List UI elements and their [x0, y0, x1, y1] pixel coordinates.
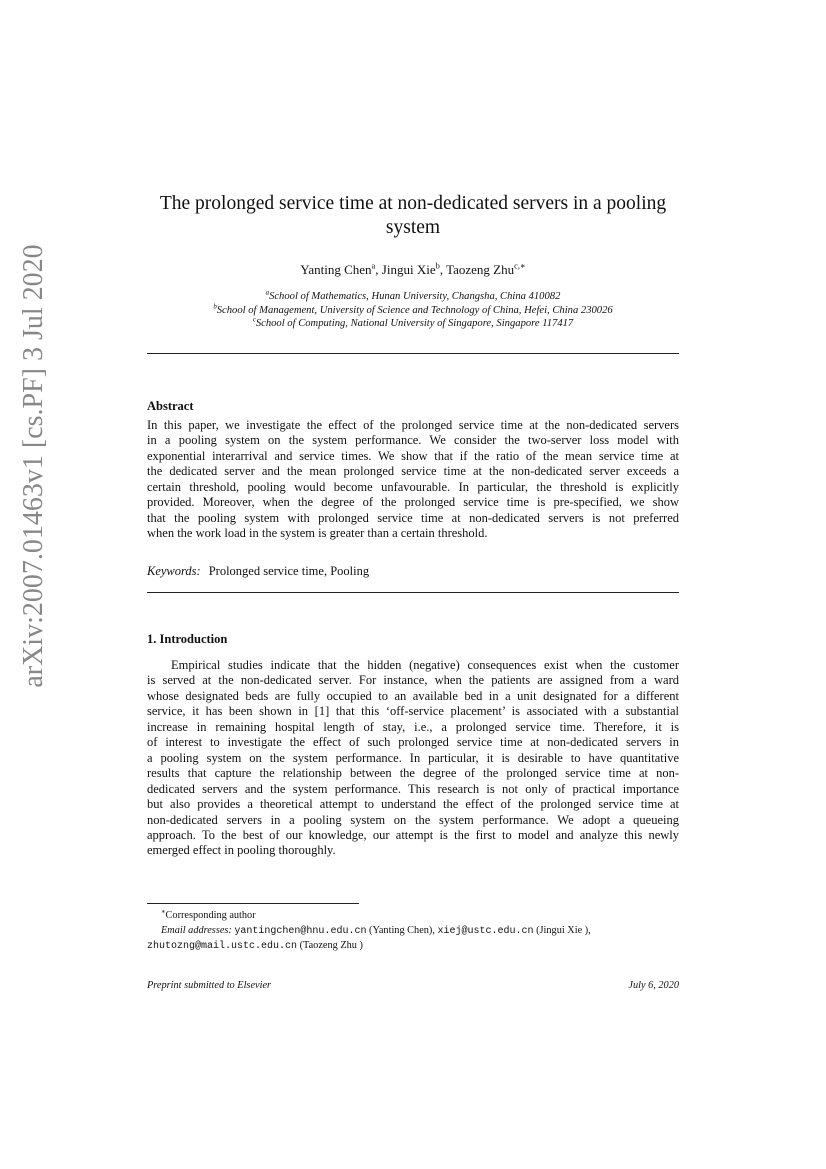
- abstract-heading: Abstract: [147, 399, 194, 413]
- text-line: that the pooling system with prolonged service time at non-dedicated servers is not preferred: [147, 510, 679, 525]
- email-link[interactable]: zhutozng@mail.ustc.edu.cn: [147, 941, 298, 952]
- section-heading-introduction: 1. Introduction: [147, 632, 228, 646]
- author-sup: b: [435, 260, 440, 271]
- author-name: Jingui Xie: [381, 262, 436, 277]
- keywords-value: Prolonged service time, Pooling: [208, 564, 370, 578]
- author-name: Taozeng Zhu: [446, 262, 515, 277]
- arxiv-sidebar-stamp: arXiv:2007.01463v1 [cs.PF] 3 Jul 2020: [18, 244, 49, 688]
- text-line: but also provides a theoretical attempt to understand the effect of the prolonged service time at: [147, 797, 679, 812]
- text-line: the dedicated server and the mean prolonged service time at the non-dedicated server exceeds a: [147, 464, 679, 479]
- text-line: Empirical studies indicate that the hidden (negative) consequences exist when the customer: [171, 658, 679, 672]
- footnote: ∗Corresponding author Email addresses: yantingchen@hnu.edu.cn (Yanting Chen), xiej@ustc.edu.cn (Jingui Xie ), zhutozng@mail.ustc.edu.cn (Taozeng Zhu ): [147, 908, 591, 952]
- text-line: results that capture the relationship between the degree of the prolonged service time at non-: [147, 766, 679, 781]
- text-line: approach. To the best of our knowledge, our attempt is the first to model and analyze this newly: [147, 827, 679, 842]
- paper-title: [120, 192, 706, 240]
- text-line: certain threshold, pooling would become unfavourable. In particular, the threshold is explicitly: [147, 479, 679, 494]
- title-line: system: [385, 217, 441, 238]
- text-line: dedicated servers and the system performance. This research is not only of practical importance: [147, 781, 679, 796]
- affiliation: $^a$School of Mathematics, Hunan University, Changsha, China 410082: [265, 289, 561, 302]
- author-name: Yanting Chen: [300, 262, 372, 277]
- text-line: non-dedicated servers in a pooling system on the system performance. We adopt a queueing: [147, 812, 679, 827]
- text-line: whose designated beds are fully occupied to an available bed in a unit designated for a different: [147, 688, 679, 703]
- author-list: Yanting Chen$^a$, Jingui Xie$^b$, Taozeng Zhu$^{c,∗}$: [300, 260, 526, 277]
- text-line: a pooling system on the system performance. In particular, it is desirable to have quantitative: [147, 750, 679, 765]
- text-line: service, it has been shown in [1] that this ‘off-service placement’ is associated with a substantial: [147, 704, 679, 719]
- text-line: is served at the non-dedicated server. For instance, when the patients are assigned from a ward: [147, 673, 679, 688]
- footer-preprint-note: Preprint submitted to Elsevier: [147, 980, 272, 991]
- author-sup: a: [371, 260, 376, 271]
- keywords-label: Keywords:: [147, 564, 201, 578]
- keywords: [147, 564, 369, 579]
- affiliations: [120, 290, 706, 331]
- footnote-divider: [147, 903, 359, 904]
- text-line: emerged effect in pooling thoroughly.: [147, 843, 336, 858]
- text-line: provided. Moreover, when the degree of the prolonged service time is pre-specified, we show: [147, 495, 679, 510]
- author-sup: c,∗: [514, 260, 526, 271]
- email-link[interactable]: yantingchen@hnu.edu.cn: [234, 925, 367, 937]
- divider: [147, 592, 679, 593]
- text-line: of interest to investigate the effect of such prolonged service time at non-dedicated servers in: [147, 735, 679, 750]
- text-line: In this paper, we investigate the effect of the prolonged service time at the non-dedicated servers: [147, 418, 679, 432]
- text-line: when the work load in the system is greater than a certain threshold.: [147, 526, 488, 541]
- divider: [147, 353, 679, 354]
- abstract-body: [147, 418, 679, 542]
- text-line: in a pooling system on the system performance. We consider the two-server loss model with: [147, 433, 679, 448]
- text-line: increase in remaining hospital length of stay, i.e., a prolonged service time. Therefore, it is: [147, 719, 679, 734]
- affiliation: $^c$School of Computing, National University of Singapore, Singapore 117417: [252, 316, 574, 329]
- footer-date: July 6, 2020: [628, 980, 679, 991]
- affiliation: $^b$School of Management, University of Science and Technology of China, Hefei, China 230026: [213, 302, 613, 316]
- title-line: The prolonged service time at non-dedicated servers in a pooling: [159, 193, 667, 214]
- text-line: exponential interarrival and service times. We show that if the ratio of the mean service time at: [147, 448, 679, 463]
- email-link[interactable]: xiej@ustc.edu.cn: [437, 925, 534, 937]
- introduction-body: [147, 658, 679, 859]
